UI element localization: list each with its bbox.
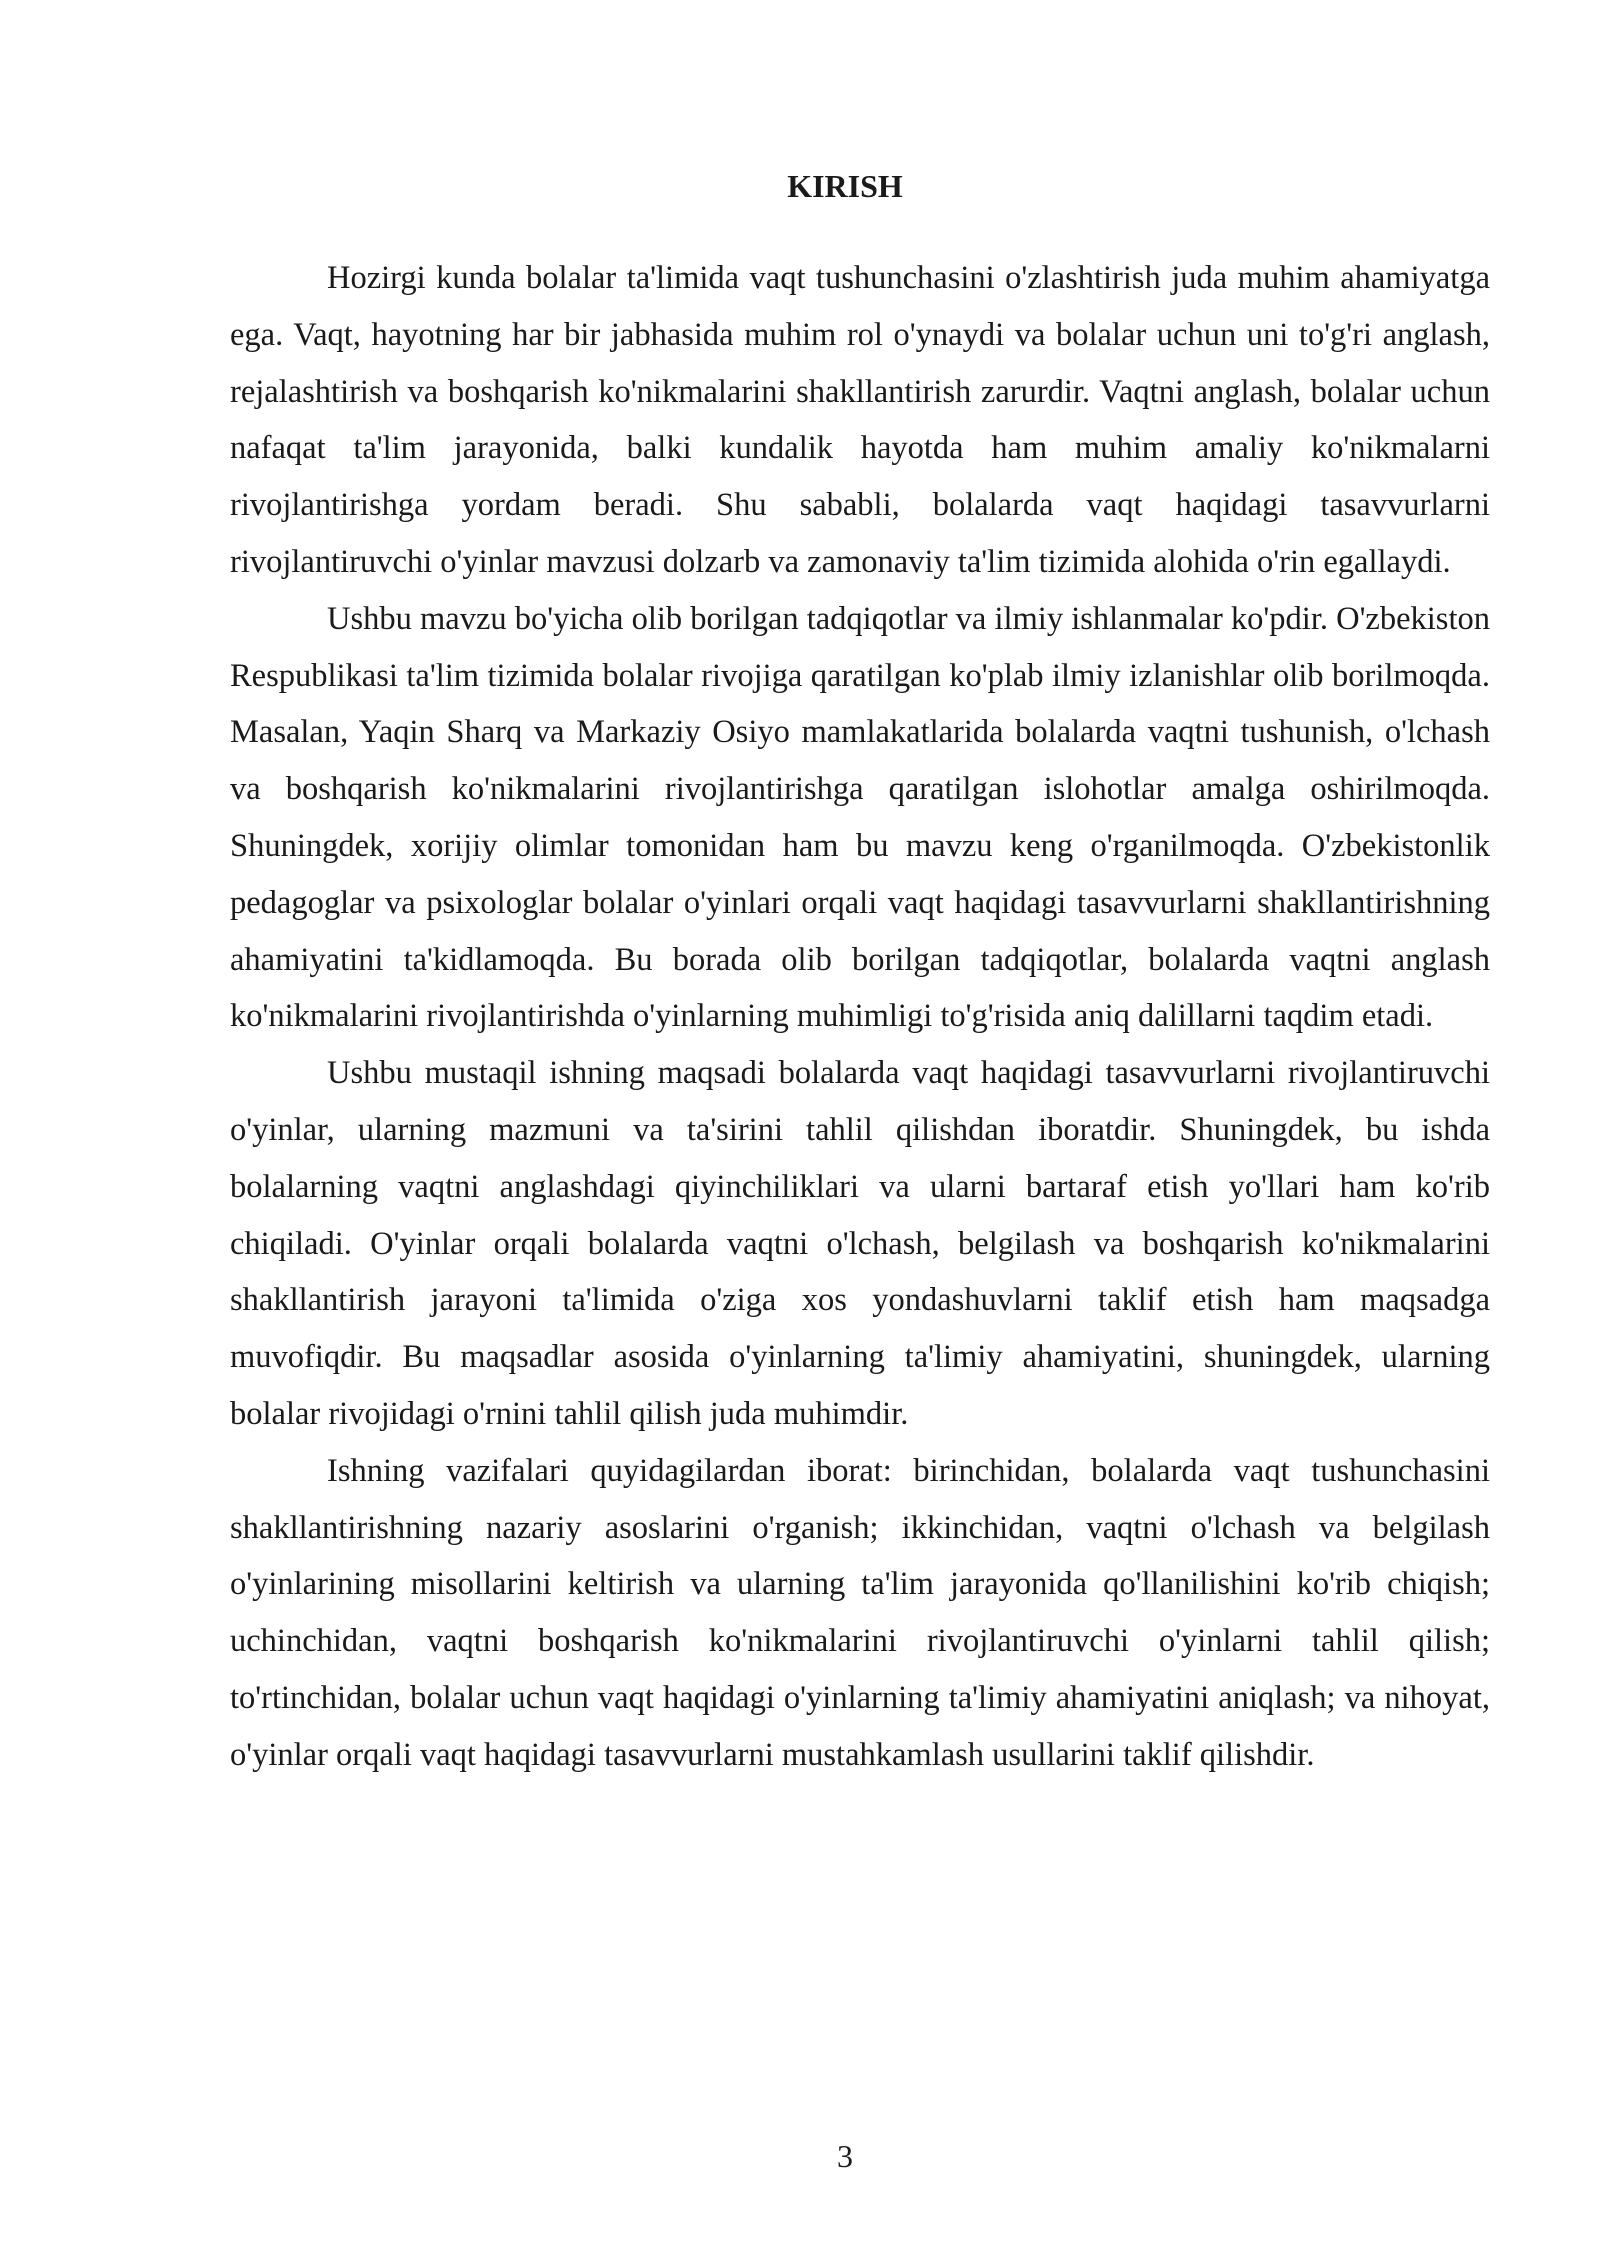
page-number: 3 (837, 2138, 853, 2174)
section-title: KIRISH (787, 168, 903, 204)
paragraph: Ushbu mustaqil ishning maqsadi bolalarda vaqt haqidagi tasavvurlarni rivojlantiruvchi o'yinlar, ularning mazmuni va ta'sirini tahlil qilishdan iboratdir. Shuningdek, bu ishda bolalarning vaqtni anglashdagi qiyinchiliklari va ularni bartaraf etish yo'llari ham ko'rib chiqiladi. O'yinlar orqali bolalarda vaqtni o'lchash, belgilash va boshqarish ko'nikmalarini shakllantirish jarayoni ta'limida o'ziga xos yondashuvlarni taklif etish ham maqsadga muvofiqdir. Bu maqsadlar asosida o'yinlarning ta'limiy ahamiyatini, shuningdek, ularning bolalar rivojidagi o'rnini tahlil qilish juda muhimdir. (230, 1055, 1490, 1432)
paragraph: Hozirgi kunda bolalar ta'limida vaqt tushunchasini o'zlashtirish juda muhim ahamiyatga ega. Vaqt, hayotning har bir jabhasida muhim rol o'ynaydi va bolalar uchun uni to'g'ri anglash, rejalashtirish va boshqarish ko'nikmalarini shakllantirish zarurdir. Vaqtni anglash, bolalar uchun nafaqat ta'lim jarayonida, balki kundalik hayotda ham muhim amaliy ko'nikmalarni rivojlantirishga yordam beradi. Shu sababli, bolalarda vaqt haqidagi tasavvurlarni rivojlantiruvchi o'yinlar mavzusi dolzarb va zamonaviy ta'lim tizimida alohida o'rin egallaydi. (230, 260, 1490, 580)
paragraph: Ushbu mavzu bo'yicha olib borilgan tadqiqotlar va ilmiy ishlanmalar ko'pdir. O'zbekiston Respublikasi ta'lim tizimida bolalar rivojiga qaratilgan ko'plab ilmiy izlanishlar olib borilmoqda. Masalan, Yaqin Sharq va Markaziy Osiyo mamlakatlarida bolalarda vaqtni tushunish, o'lchash va boshqarish ko'nikmalarini rivojlantirishga qaratilgan islohotlar amalga oshirilmoqda. Shuningdek, xorijiy olimlar tomonidan ham bu mavzu keng o'rganilmoqda. O'zbekistonlik pedagoglar va psixologlar bolalar o'yinlari orqali vaqt haqidagi tasavvurlarni shakllantirishning ahamiyatini ta'kidlamoqda. Bu borada olib borilgan tadqiqotlar, bolalarda vaqtni anglash ko'nikmalarini rivojlantirishda o'yinlarning muhimligi to'g'risida aniq dalillarni taqdim etadi. (230, 600, 1490, 1035)
paragraph: Ishning vazifalari quyidagilardan iborat: birinchidan, bolalarda vaqt tushunchasini shakllantirishning nazariy asoslarini o'rganish; ikkinchidan, vaqtni o'lchash va belgilash o'yinlarining misollarini keltirish va ularning ta'lim jarayonida qo'llanilishini ko'rib chiqish; uchinchidan, vaqtni boshqarish ko'nikmalarini rivojlantiruvchi o'yinlarni tahlil qilish; to'rtinchidan, bolalar uchun vaqt haqidagi o'yinlarning ta'limiy ahamiyatini aniqlash; va nihoyat, o'yinlar orqali vaqt haqidagi tasavvurlarni mustahkamlash usullarini taklif qilishdir. (230, 1452, 1490, 1773)
body-text (230, 250, 1490, 1784)
